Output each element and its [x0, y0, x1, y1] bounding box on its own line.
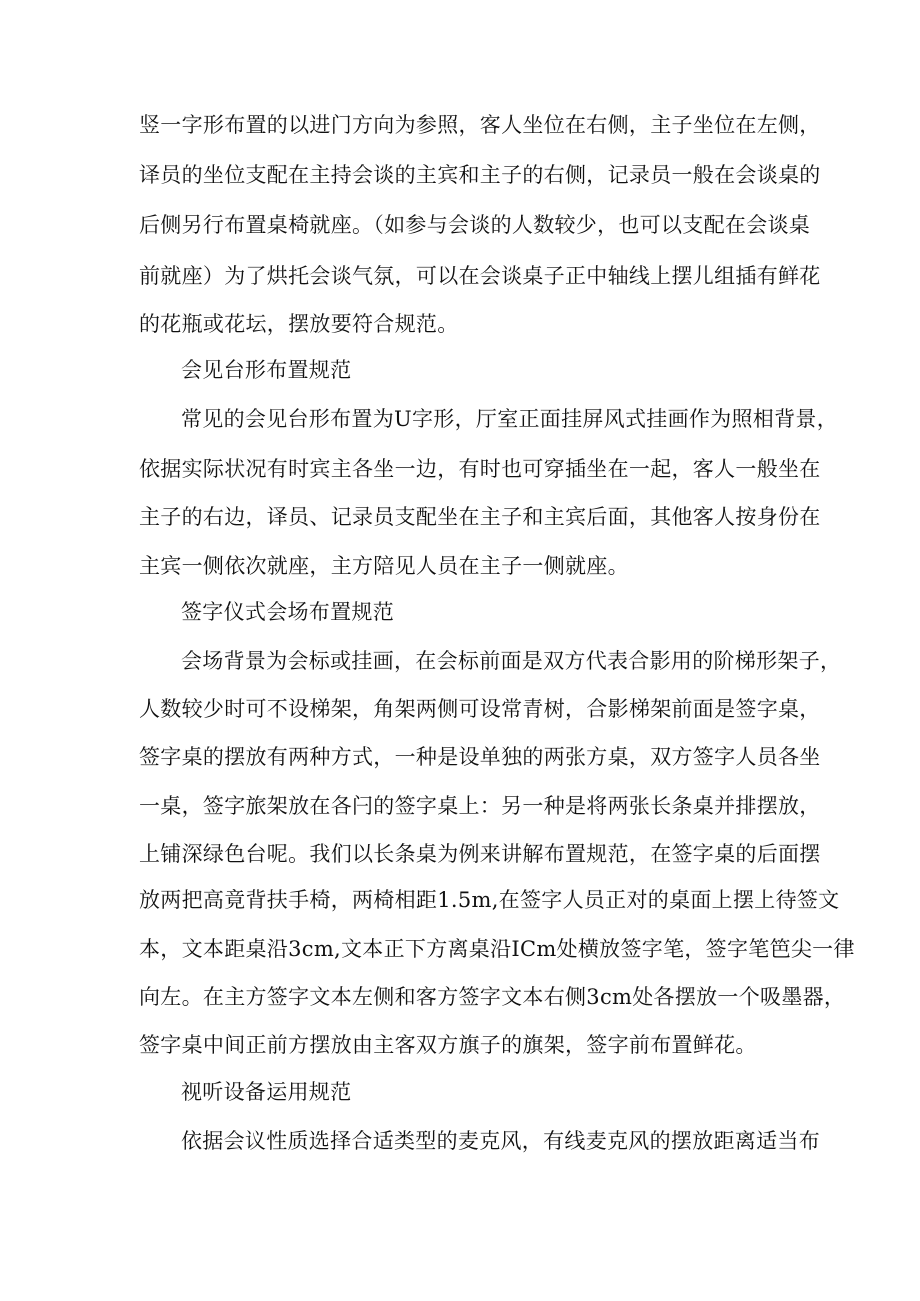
text-line: 签字桌中间正前方摆放由主客双方旗子的旗架，签字前布置鲜花。	[139, 1033, 757, 1057]
text-line: 主宾一侧依次就座，主方陪见人员在主子一侧就座。	[139, 554, 629, 578]
text-line: 前就座）为了烘托会谈气氛，可以在会谈桌子正中轴线上摆儿组插有鲜花	[139, 264, 821, 288]
text-line: 竖一字形布置的以进门方向为参照，客人坐位在右侧，主子坐位在左侧，	[139, 113, 821, 137]
text-line: 人数较少时可不设梯架，角架两侧可设常青树，合影梯架前面是签字桌，	[139, 697, 821, 721]
text-line: 本，文本距桌沿3cm,文本正下方离桌沿ICm处横放签字笔，签字笔笆尖一律	[139, 937, 855, 961]
text-line: 常见的会见台形布置为U字形，厅室正面挂屏风式挂画作为照相背景，	[181, 407, 838, 431]
section-heading: 视听设备运用规范	[181, 1080, 352, 1104]
text-line: 的花瓶或花坛，摆放要符合规范。	[139, 312, 459, 336]
text-line: 签字桌的摆放有两种方式，一种是设单独的两张方桌，双方签字人员各坐	[139, 745, 821, 769]
text-line: 放两把高竟背扶手椅，两椅相距1.5m,在签字人员正对的桌面上摆上待签文	[139, 888, 840, 912]
text-line: 向左。在主方签字文本左侧和客方签字文本右侧3cm处各摆放一个吸墨器，	[139, 985, 846, 1009]
text-line: 上铺深绿色台呢。我们以长条桌为例来讲解布置规范，在签字桌的后面摆	[139, 842, 821, 866]
text-line: 译员的坐位支配在主持会谈的主宾和主子的右侧，记录员一般在会谈桌的	[139, 163, 821, 187]
text-line: 依据会议性质选择合适类型的麦克风，有线麦克风的摆放距离适当布	[181, 1129, 820, 1153]
text-line: 依据实际状况有时宾主各坐一边，有时也可穿插坐在一起，客人一般坐在	[139, 457, 821, 481]
text-line: 后侧另行布置桌椅就座。（如参与会谈的人数较少，也可以支配在会谈桌	[139, 213, 811, 237]
section-heading: 签字仪式会场布置规范	[181, 600, 394, 624]
text-line: 一桌，签字旅架放在各闩的签字桌上：另一种是将两张长条桌并排摆放，	[139, 794, 821, 818]
text-line: 主子的右边，译员、记录员支配坐在主子和主宾后面，其他客人按身份在	[139, 505, 821, 529]
text-line: 会场背景为会标或挂画，在会标前面是双方代表合影用的阶梯形架子，	[181, 649, 842, 673]
section-heading: 会见台形布置规范	[181, 358, 352, 382]
